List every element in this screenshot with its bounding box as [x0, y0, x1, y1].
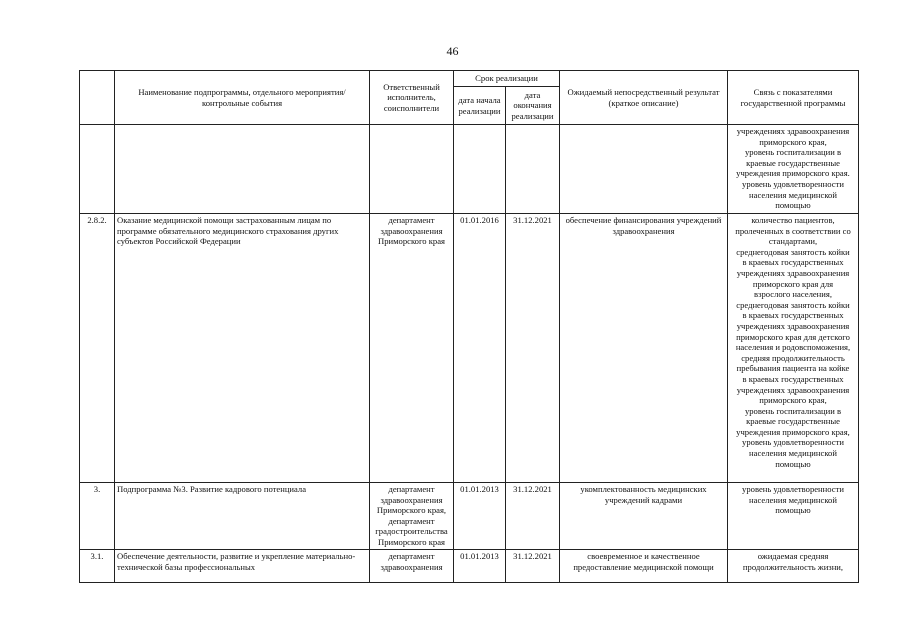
- row-number: 2.8.2.: [80, 214, 115, 483]
- row-number: 3.1.: [80, 550, 115, 583]
- row-name: Оказание медицинской помощи застрахованным лицам по программе обязательного медицинского страхования других субъектов Российской Федерации: [115, 214, 370, 483]
- row-result: [560, 125, 728, 214]
- row-indicator-link: количество пациентов, пролеченных в соответствии со стандартами, среднегодовая занятость койки в краевых государственных учреждениях здравоохранения приморского края для взрослого населения, среднегодовая занятость койки в краевых государственных учреждениях здравоохранения приморского края для детского населения и родовспоможения, средняя продолжительность пребывания пациента на койке в краевых государственных учреждениях здравоохранения приморского края, уровень госпитализации в краевые государственные учреждения приморского края, уровень удовлетворенности населения медицинской помощью: [728, 214, 859, 483]
- row-indicator-link: ожидаемая средняя продолжительность жизни,: [728, 550, 859, 583]
- row-number: [80, 125, 115, 214]
- row-responsible: департамент здравоохранения: [370, 550, 454, 583]
- header-responsible: Ответственный исполнитель, соисполнители: [370, 71, 454, 125]
- row-result: обеспечение финансирования учреждений здравоохранения: [560, 214, 728, 483]
- page-number: 46: [446, 44, 459, 58]
- row-responsible: департамент здравоохранения Приморского края: [370, 214, 454, 483]
- table-row: [80, 550, 859, 583]
- header-start: дата начала реализации: [454, 87, 506, 125]
- row-end-date: [506, 125, 560, 214]
- row-start-date: 01.01.2016: [454, 214, 506, 483]
- table-row: [80, 214, 859, 483]
- header-number-cell: [80, 71, 115, 125]
- row-result: укомплектованность медицинских учреждений кадрами: [560, 483, 728, 550]
- row-name: Подпрограмма №3. Развитие кадрового потенциала: [115, 483, 370, 550]
- row-start-date: 01.01.2013: [454, 550, 506, 583]
- row-name: Обеспечение деятельности, развитие и укрепление материально-технической базы профессиональных: [115, 550, 370, 583]
- row-end-date: 31.12.2021: [506, 550, 560, 583]
- row-name: [115, 125, 370, 214]
- header-name: Наименование подпрограммы, отдельного мероприятия/контрольные события: [115, 71, 370, 125]
- row-responsible: департамент здравоохранения Приморского края, департамент градостроительства Приморского края: [370, 483, 454, 550]
- row-end-date: 31.12.2021: [506, 483, 560, 550]
- header-end: дата окончания реализации: [506, 87, 560, 125]
- row-result: своевременное и качественное предоставление медицинской помощи: [560, 550, 728, 583]
- row-number: 3.: [80, 483, 115, 550]
- header-period: Срок реализации: [454, 71, 560, 87]
- table-header: [80, 71, 859, 125]
- row-start-date: [454, 125, 506, 214]
- header-link: Связь с показателями государственной программы: [728, 71, 859, 125]
- row-start-date: 01.01.2013: [454, 483, 506, 550]
- row-indicator-link: уровень удовлетворенности населения медицинской помощью: [728, 483, 859, 550]
- table-row: [80, 125, 859, 214]
- row-end-date: 31.12.2021: [506, 214, 560, 483]
- table-row: [80, 483, 859, 550]
- program-table: [79, 70, 859, 583]
- row-responsible: [370, 125, 454, 214]
- row-indicator-link: учреждениях здравоохранения приморского края, уровень госпитализации в краевые государственные учреждения приморского края. уровень удовлетворенности населения медицинской помощью: [728, 125, 859, 214]
- header-result: Ожидаемый непосредственный результат (краткое описание): [560, 71, 728, 125]
